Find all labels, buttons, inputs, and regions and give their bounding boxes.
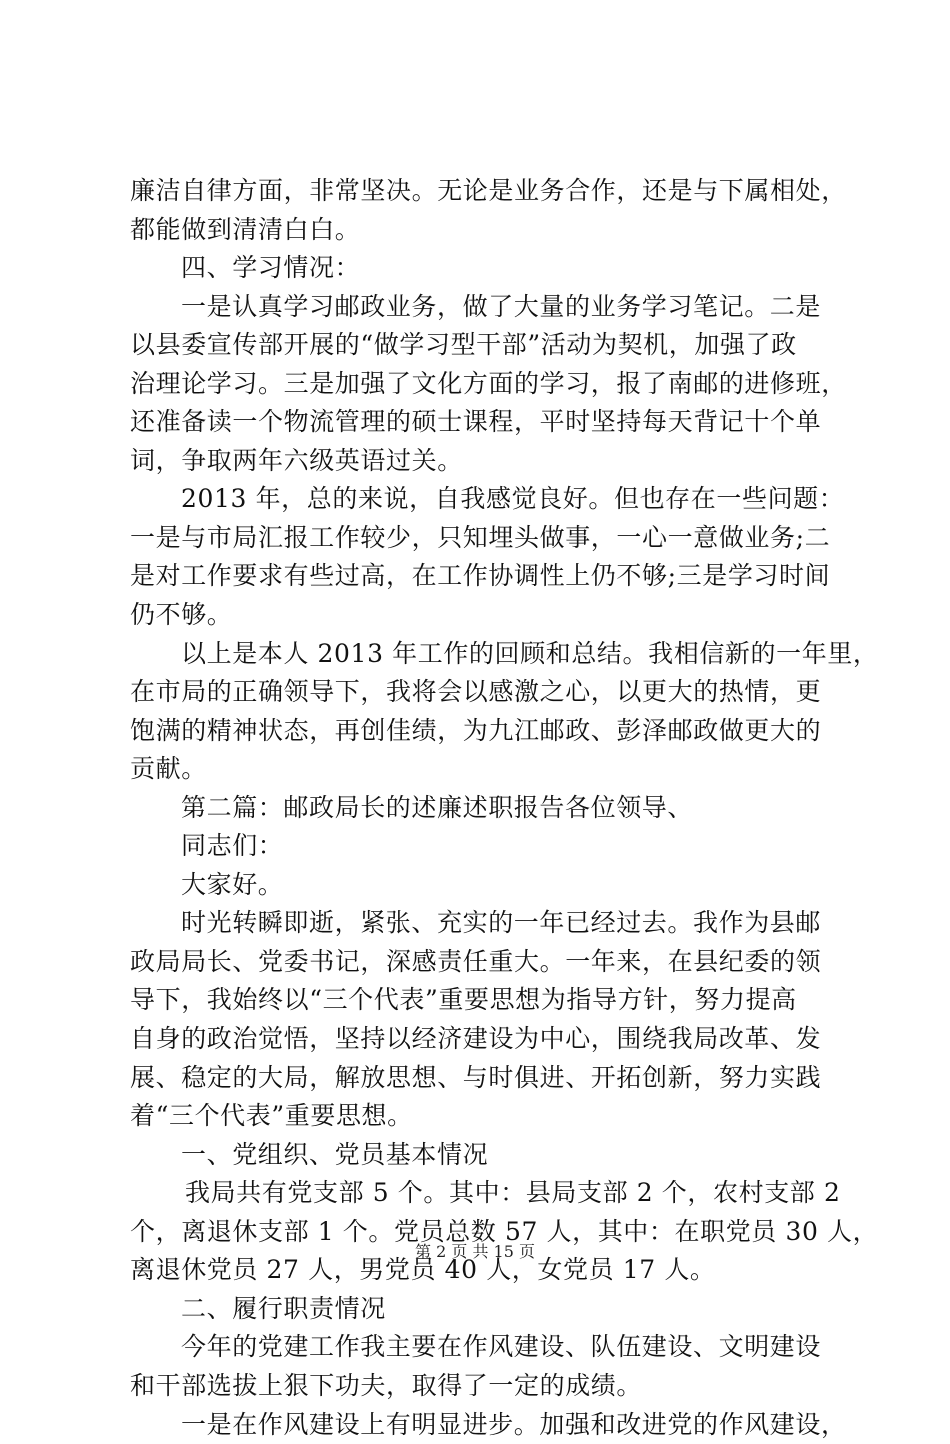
text-line: 展、稳定的大局，解放思想、与时俱进、开拓创新，努力实践: [130, 1059, 835, 1098]
page-footer: [0, 1241, 950, 1263]
text-line: 一是在作风建设上有明显进步。加强和改进党的作风建设，: [130, 1406, 835, 1444]
text-line: 是对工作要求有些过高，在工作协调性上仍不够;三是学习时间: [130, 557, 835, 596]
section-heading: 一、党组织、党员基本情况: [130, 1136, 835, 1175]
text-line: 仍不够。: [130, 596, 835, 635]
text-line: 廉洁自律方面，非常坚决。无论是业务合作，还是与下属相处，: [130, 172, 835, 211]
text-line: 自身的政治觉悟，坚持以经济建设为中心，围绕我局改革、发: [130, 1020, 835, 1059]
text-line: 还准备读一个物流管理的硕士课程，平时坚持每天背记十个单: [130, 403, 835, 442]
text-line: 政局局长、党委书记，深感责任重大。一年来，在县纪委的领: [130, 943, 835, 982]
text-line: 时光转瞬即逝，紧张、充实的一年已经过去。我作为县邮: [130, 904, 835, 943]
section-heading: 二、履行职责情况: [130, 1290, 835, 1329]
text-line: 贡献。: [130, 750, 835, 789]
text-line: 我局共有党支部 5 个。其中：县局支部 2 个，农村支部 2: [130, 1174, 835, 1213]
text-line: 离退休党员 27 人，男党员 40 人，女党员 17 人。: [130, 1251, 835, 1290]
text-line: 个，离退休支部 1 个。党员总数 57 人，其中：在职党员 30 人，: [130, 1213, 835, 1252]
text-line: 一是认真学习邮政业务，做了大量的业务学习笔记。二是: [130, 288, 835, 327]
text-line: 一是与市局汇报工作较少，只知埋头做事，一心一意做业务;二: [130, 519, 835, 558]
page-number: 第 2 页 共 15 页: [415, 1242, 535, 1261]
text-line: 着“三个代表”重要思想。: [130, 1097, 835, 1136]
text-line: 以上是本人 2013 年工作的回顾和总结。我相信新的一年里，: [130, 635, 835, 674]
section-title: 第二篇：邮政局长的述廉述职报告各位领导、: [130, 789, 835, 828]
salutation: 同志们：: [130, 827, 835, 866]
section-heading: 四、学习情况：: [130, 249, 835, 288]
text-line: 饱满的精神状态，再创佳绩，为九江邮政、彭泽邮政做更大的: [130, 712, 835, 751]
text-line: 在市局的正确领导下，我将会以感激之心，以更大的热情，更: [130, 673, 835, 712]
text-line: 导下，我始终以“三个代表”重要思想为指导方针，努力提高: [130, 981, 835, 1020]
text-line: 都能做到清清白白。: [130, 211, 835, 250]
text-line: 2013 年，总的来说，自我感觉良好。但也存在一些问题：: [130, 480, 835, 519]
text-line: 以县委宣传部开展的“做学习型干部”活动为契机，加强了政: [130, 326, 835, 365]
text-line: 词，争取两年六级英语过关。: [130, 442, 835, 481]
text-line: 治理论学习。三是加强了文化方面的学习，报了南邮的进修班，: [130, 365, 835, 404]
text-line: 今年的党建工作我主要在作风建设、队伍建设、文明建设: [130, 1328, 835, 1367]
greeting: 大家好。: [130, 866, 835, 905]
text-line: 和干部选拔上狠下功夫，取得了一定的成绩。: [130, 1367, 835, 1406]
